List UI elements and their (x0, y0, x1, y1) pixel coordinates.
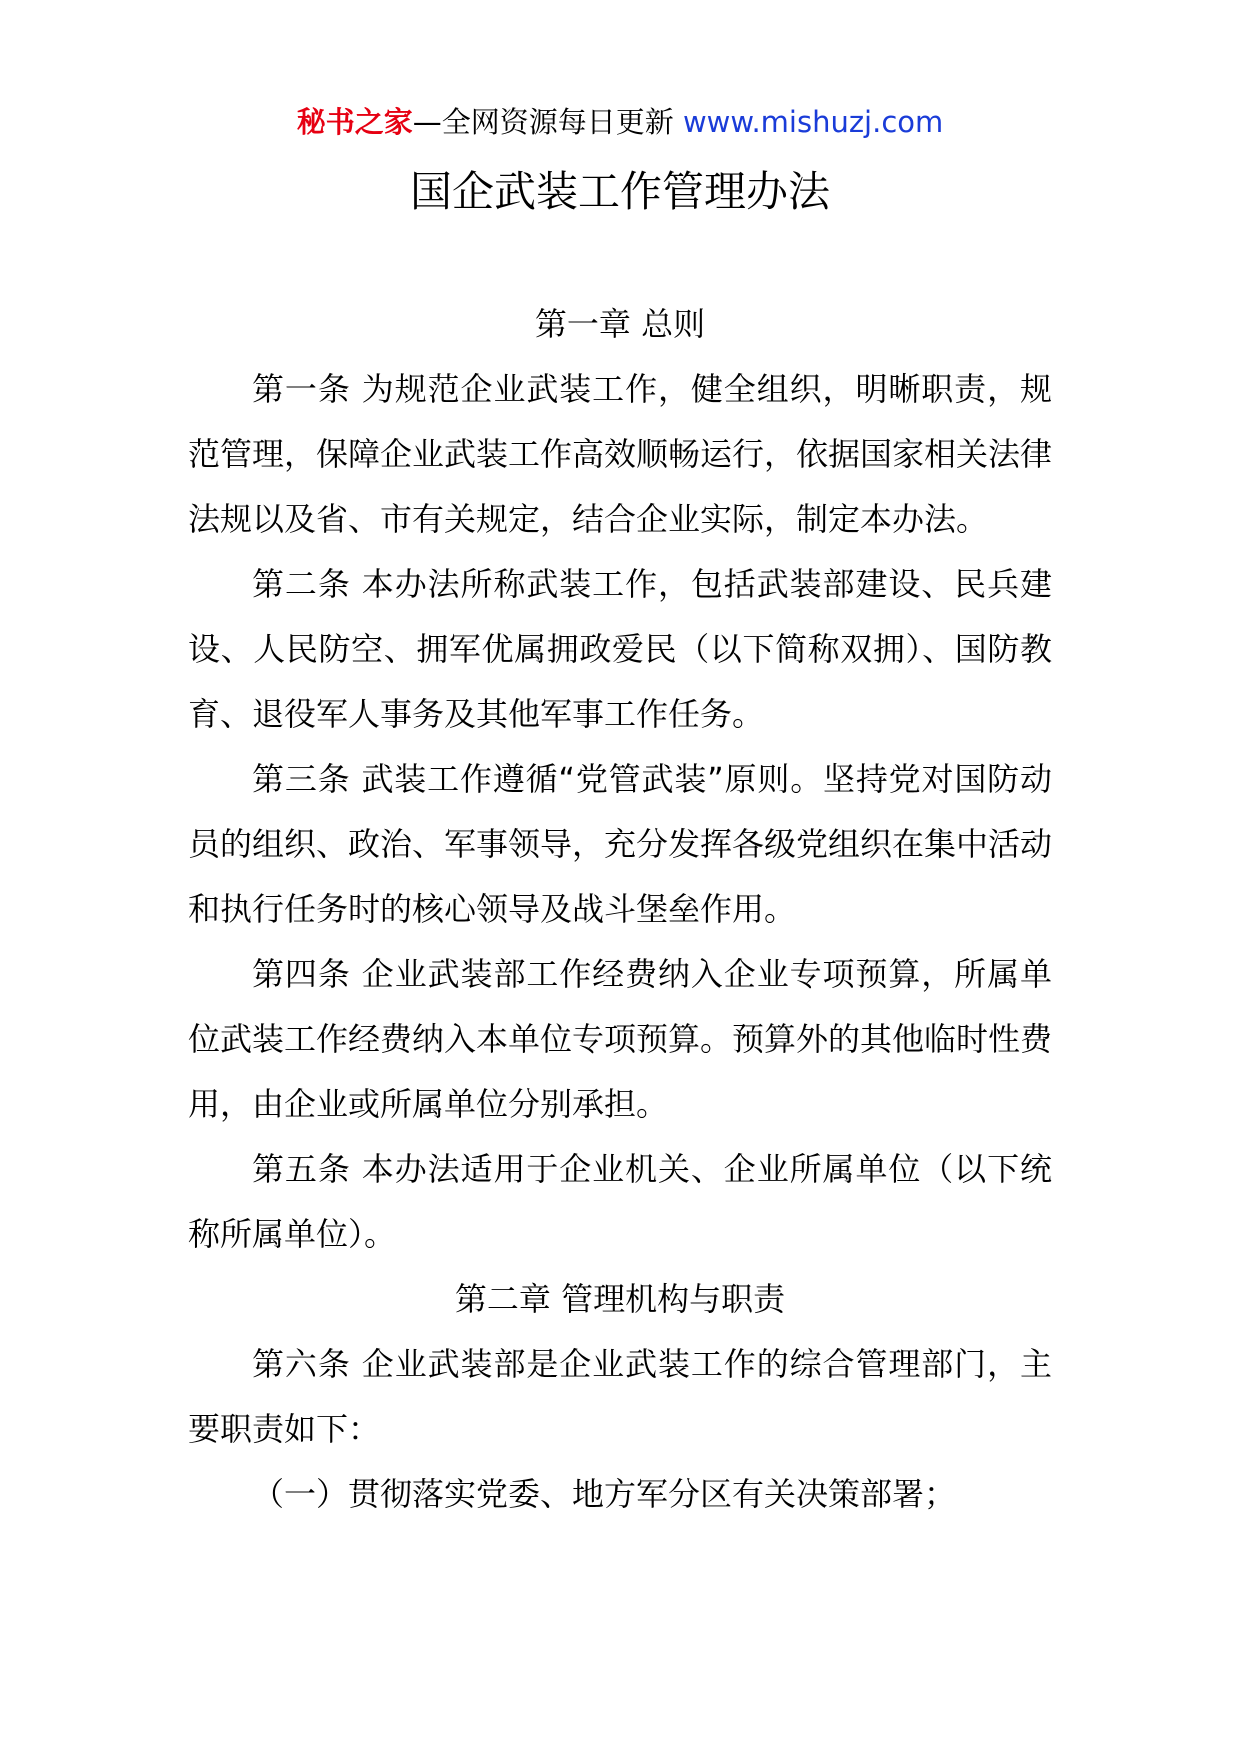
chapter-heading: 第二章 管理机构与职责 (454, 1280, 786, 1318)
list-item: （一）贯彻落实党委、地方军分区有关决策部署； (252, 1475, 957, 1513)
chapter-heading: 第一章 总则 (534, 305, 706, 343)
article-paragraph: 第一条 为规范企业武装工作，健全组织，明晰职责，规范管理，保障企业武装工作高效顺畅运行，依据国家相关法律法规以及省、市有关规定，结合企业实际，制定本办法。 (188, 370, 1053, 538)
article-paragraph: 第二条 本办法所称武装工作，包括武装部建设、民兵建设、人民防空、拥军优属拥政爱民（以下简称双拥）、国防教育、退役军人事务及其他军事工作任务。 (188, 565, 1052, 733)
article-paragraph: 第三条 武装工作遵循“党管武装”原则。坚持党对国防动员的组织、政治、军事领导，充分发挥各级党组织在集中活动和执行任务时的核心领导及战斗堡垒作用。 (188, 760, 1053, 928)
document-body (188, 292, 1052, 1527)
site-header (0, 100, 1240, 144)
article-paragraph: 第四条 企业武装部工作经费纳入企业专项预算，所属单位武装工作经费纳入本单位专项预算。预算外的其他临时性费用，由企业或所属单位分别承担。 (188, 955, 1053, 1123)
article-paragraph: 第五条 本办法适用于企业机关、企业所属单位（以下统称所属单位）。 (188, 1150, 1052, 1253)
document-title: 国企武装工作管理办法 (409, 167, 830, 216)
header-tagline: —全网资源每日更新 (412, 105, 683, 139)
article-paragraph: 第六条 企业武装部是企业武装工作的综合管理部门，主要职责如下： (188, 1345, 1052, 1448)
brand-name: 秘书之家 (296, 105, 413, 139)
site-url: www.mishuzj.com (682, 105, 944, 139)
